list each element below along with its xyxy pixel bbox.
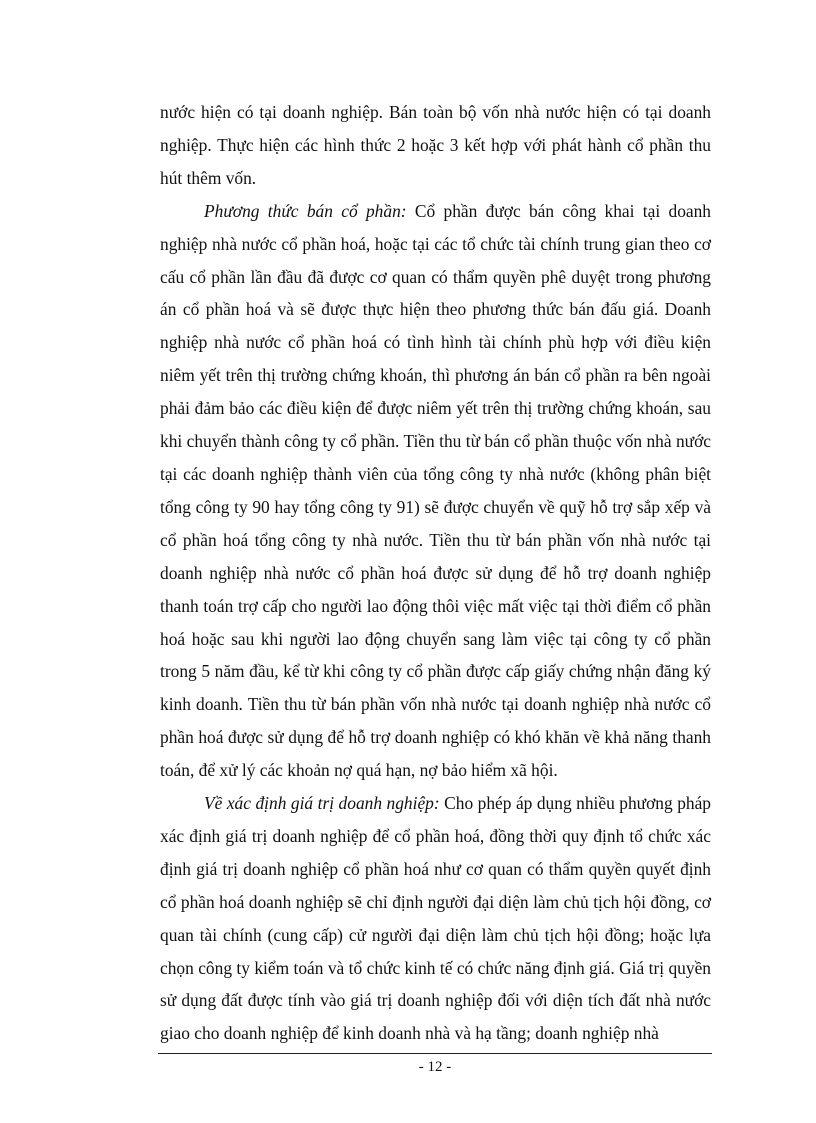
paragraph-lead-heading: Phương thức bán cổ phần: [204,200,407,221]
paragraph-text: Cổ phần được bán công khai tại doanh nghiệp nhà nước cổ phần hoá, hoặc tại các tổ chức tài chính trung gian theo cơ cấu cổ phần lần đầu đã được cơ quan có thẩm quyền phê duyệt trong phương án cổ phần hoá và sẽ được thực hiện theo phương thức bán đấu giá. Doanh nghiệp nhà nước cổ phần hoá có tình hình tài chính phù hợp với điều kiện niêm yết trên thị trường chứng khoán, thì phương án bán cổ phần ra bên ngoài phải đảm bảo các điều kiện để được niêm yết trên thị trường chứng khoán, sau khi chuyển thành công ty cổ phần. Tiền thu từ bán cổ phần thuộc vốn nhà nước tại các doanh nghiệp thành viên của tổng công ty nhà nước (không phân biệt tổng công ty 90 hay tổng công ty 91) sẽ được chuyển về quỹ hỗ trợ sắp xếp và cổ phần hoá tổng công ty nhà nước. Tiền thu từ bán phần vốn nhà nước tại doanh nghiệp nhà nước cổ phần hoá được sử dụng để hỗ trợ doanh nghiệp thanh toán trợ cấp cho người lao động thôi việc mất việc tại thời điểm cổ phần hoá hoặc sau khi người lao động chuyển sang làm việc tại công ty cổ phần trong 5 năm đầu, kể từ khi công ty cổ phần được cấp giấy chứng nhận đăng ký kinh doanh. Tiền thu từ bán phần vốn nhà nước tại doanh nghiệp nhà nước cổ phần hoá được sử dụng để hỗ trợ doanh nghiệp có khó khăn về khả năng thanh toán, để xử lý các khoản nợ quá hạn, nợ bảo hiểm xã hội. [160,200,711,781]
paragraph-text: nước hiện có tại doanh nghiệp. Bán toàn bộ vốn nhà nước hiện có tại doanh nghiệp. Thực hiện các hình thức 2 hoặc 3 kết hợp với phát hành cổ phần thu hút thêm vốn. [160,102,711,188]
paragraph-lead-heading: Về xác định giá trị doanh nghiệp: [204,793,440,814]
page-number: - 12 - [418,1059,452,1075]
paragraph-enterprise-valuation [160,787,711,1050]
paragraph-text: Cho phép áp dụng nhiều phương pháp xác định giá trị doanh nghiệp để cổ phần hoá, đồng thời quy định tổ chức xác định giá trị doanh nghiệp cổ phần hoá như cơ quan có thẩm quyền quyết định cổ phần hoá doanh nghiệp sẽ chỉ định người đại diện làm chủ tịch hội đồng, cơ quan tài chính (cung cấp) cử người đại diện làm chủ tịch hội đồng; hoặc lựa chọn công ty kiểm toán và tổ chức kinh tế có chức năng định giá. Giá trị quyền sử dụng đất được tính vào giá trị doanh nghiệp đối với diện tích đất nhà nước giao cho doanh nghiệp để kinh doanh nhà và hạ tầng; doanh nghiệp nhà [160,793,711,1044]
paragraph-continuation [160,96,711,195]
paragraph-share-sale-method [160,195,711,787]
footer-divider [158,1053,712,1054]
document-body [160,96,711,1050]
